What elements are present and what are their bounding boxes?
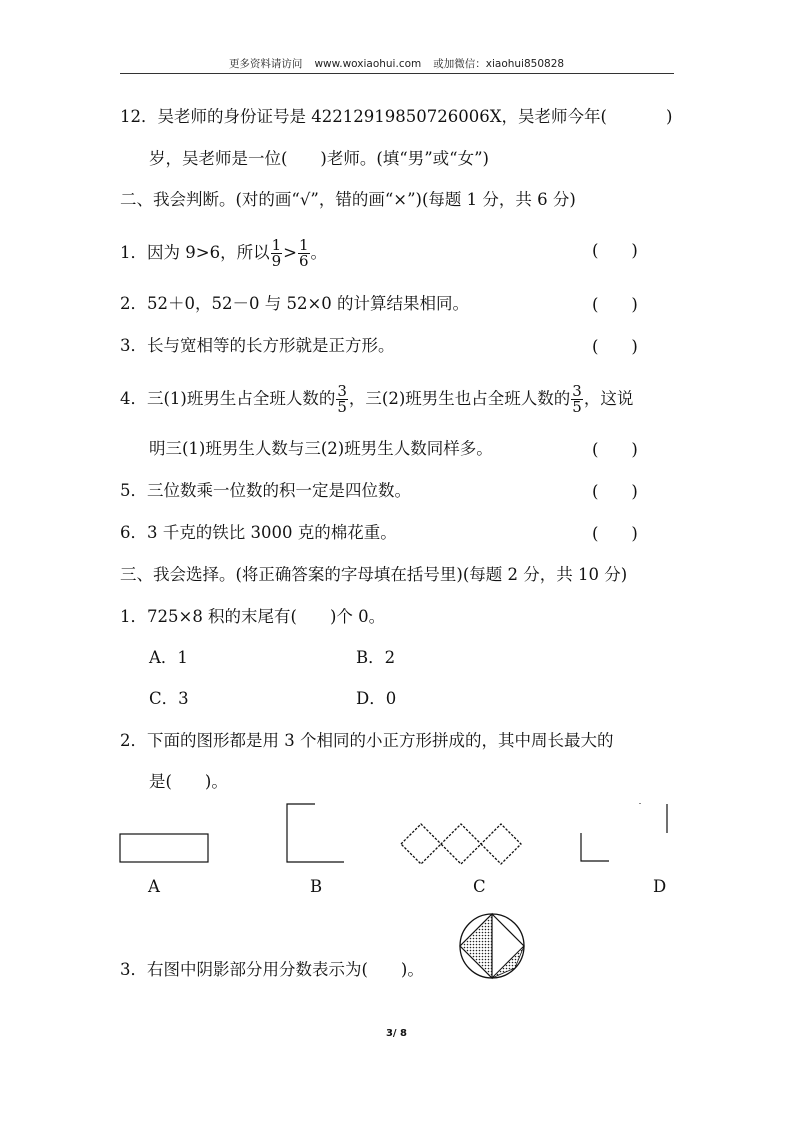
period: 。 <box>310 243 327 262</box>
figure-b-shape <box>284 803 348 865</box>
answer-blank[interactable]: ( ) <box>592 241 638 260</box>
figure-label-c: C <box>473 877 486 896</box>
fraction-denominator: 5 <box>572 398 582 416</box>
section2-title: 二、我会判断。(对的画“√”，错的画“×”)(每题 1 分，共 6 分) <box>120 190 576 209</box>
choice-q1: 1．725×8 积的末尾有( )个 0。 <box>120 607 386 626</box>
judge-q4-line2: 明三(1)班男生人数与三(2)班男生人数同样多。 <box>149 439 493 458</box>
answer-blank[interactable]: ( ) <box>592 524 638 543</box>
fraction-3-5 <box>571 384 583 415</box>
header-wechat: 或加微信：xiaohui850828 <box>433 58 565 70</box>
judge-q2: 2．52＋0，52－0 与 52×0 的计算结果相同。 <box>120 294 470 313</box>
figure-d-shape <box>578 800 674 866</box>
option-d: D．0 <box>356 689 397 708</box>
page-number: 3/ 8 <box>385 1028 408 1039</box>
fraction-1-6 <box>298 238 310 269</box>
figure-a-shape <box>119 833 211 865</box>
judge-q4-text-end: ，这说 <box>583 389 634 408</box>
shaded-circle-figure <box>457 913 527 981</box>
judge-q3: 3．长与宽相等的长方形就是正方形。 <box>120 336 395 355</box>
answer-blank[interactable]: ( ) <box>592 440 638 459</box>
page-header <box>0 56 793 71</box>
option-b: B．2 <box>356 648 396 667</box>
fraction-denominator: 9 <box>271 252 282 270</box>
answer-blank[interactable]: ( ) <box>592 337 638 356</box>
section3-title: 三、我会选择。(将正确答案的字母填在括号里)(每题 2 分，共 10 分) <box>120 565 628 584</box>
greater-than-sign: > <box>283 243 297 262</box>
choice-q2-line2: 是( )。 <box>149 772 228 791</box>
judge-q4-text-mid: ，三(2)班男生也占全班人数的 <box>348 389 571 408</box>
q12-line1: 12．吴老师的身份证号是 42212919850726006X，吴老师今年( <box>120 107 607 126</box>
fraction-numerator: 3 <box>572 382 582 400</box>
choice-q2-line1: 2．下面的图形都是用 3 个相同的小正方形拼成的，其中周长最大的 <box>120 731 614 750</box>
header-rule <box>120 73 674 74</box>
option-c: C．3 <box>149 689 189 708</box>
judge-q5: 5．三位数乘一位数的积一定是四位数。 <box>120 481 411 500</box>
figure-label-a: A <box>148 877 160 896</box>
figure-label-b: B <box>310 877 323 896</box>
judge-q1 <box>120 238 327 269</box>
q12-line2: 岁，吴老师是一位( )老师。(填“男”或“女”) <box>149 149 489 168</box>
fraction-3-5 <box>336 384 348 415</box>
judge-q1-text: 1．因为 9>6，所以 <box>120 243 270 262</box>
answer-blank[interactable]: ( ) <box>592 482 638 501</box>
choice-q3: 3．右图中阴影部分用分数表示为( )。 <box>120 960 424 979</box>
header-text: 更多资料请访问 <box>228 58 303 70</box>
header-site: www.woxiaohui.com <box>314 58 422 70</box>
judge-q4 <box>120 384 633 415</box>
fraction-1-9 <box>271 238 283 269</box>
figure-label-d: D <box>653 877 667 896</box>
q12-close-paren: ) <box>666 107 673 126</box>
figure-c-shape <box>399 820 527 868</box>
judge-q6: 6．3 千克的铁比 3000 克的棉花重。 <box>120 523 397 542</box>
fraction-numerator: 1 <box>271 236 282 254</box>
answer-blank[interactable]: ( ) <box>592 295 638 314</box>
fraction-denominator: 5 <box>337 398 347 416</box>
judge-q4-text: 4．三(1)班男生占全班人数的 <box>120 389 336 408</box>
fraction-denominator: 6 <box>298 252 309 270</box>
option-a: A．1 <box>149 648 188 667</box>
fraction-numerator: 1 <box>298 236 309 254</box>
fraction-numerator: 3 <box>337 382 347 400</box>
